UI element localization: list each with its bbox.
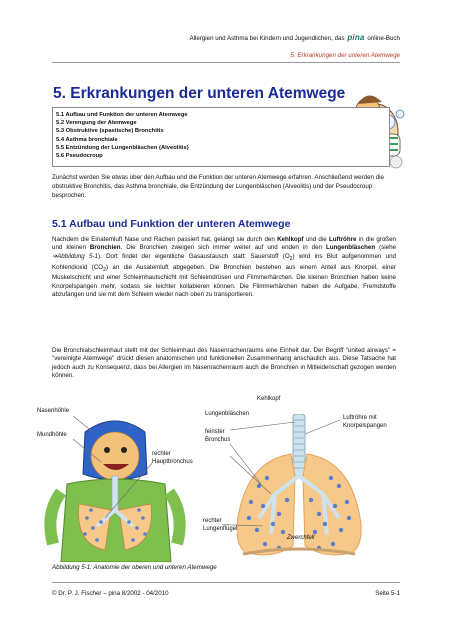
toc-item[interactable]: 5.4 Asthma bronchiale [56, 136, 118, 143]
book-title-prefix: Allergien und Asthma bei Kindern und Jugendlichen, das [189, 35, 345, 42]
toc-item[interactable]: 5.3 Obstruktive (spastische) Bronchitis [56, 128, 164, 135]
page-number: Seite 5-1 [375, 590, 400, 597]
term-bronchien: Bronchien [89, 244, 121, 252]
label-zwerchfell: Zwerchfell [287, 535, 315, 541]
footer-divider [52, 582, 400, 583]
chapter-contents-box [52, 107, 390, 167]
label-feinster: feinster [205, 429, 225, 435]
label-bronchus: Bronchus [205, 437, 231, 443]
section-heading: 5.1 Aufbau und Funktion der unteren Atemwege [52, 218, 291, 230]
chapter-title: 5. Erkrankungen der unteren Atemwege [53, 85, 346, 102]
toc-item[interactable]: 5.1 Aufbau und Funktion der unteren Atemwege [56, 112, 188, 118]
intro-paragraph: Zunächst werden Sie etwas über den Aufbau und die Funktion der unteren Atemwege erfahren. Anschließend werden die obstruktive Bronchitis, das Asthma bronchiale, die Entzündung der Lungenbläschen (Alveolitis) und der Pseudocroup besprochen. [52, 174, 384, 199]
figure-reference-link[interactable]: ➔Abbildung 5-1 [52, 252, 98, 260]
lungs-diagram [237, 414, 361, 555]
term-luftroehre: Luftröhre [328, 236, 357, 243]
header-divider [52, 62, 400, 63]
label-kehlkopf: Kehlkopf [257, 396, 281, 402]
copyright-footer: © Dr. P. J. Fischer – pina 8/2002 - 04/2010 [52, 590, 169, 597]
pina-logo: pina [347, 33, 365, 42]
anatomy-figure [35, 396, 405, 562]
label-luftroehre: Luftröhre mit [343, 415, 377, 421]
toc-item[interactable]: 5.6 Pseudocroup [56, 153, 103, 160]
body-paragraph: Nachdem die Einatemluft Nase und Rachen passiert hat, gelangt sie durch den Kehlkopf und die Luftröhre in die großen und kleinen Bronchien. Die Bronchien zweigen sich immer weiter auf und enden in den Lungenbläschen (siehe ➔Abbildung 5-1). Dort findet der eigentliche Gasaustausch statt: Sauerstoff $(O_2)$ wird ins Blut aufgenommen und Kohlendioxid $(CO_2)$ an die Ausatemluft abgegeben. Die Bronchien bestehen aus einem Anteil aus Knorpel, einer Muskelschicht und einer Schleimhautschicht mit Schleimdrüsen und Flimmerhärchen. Die kleinen Bronchien haben keine Knorpelspangen mehr, sodass sie leichter kollabieren können. Die Flimmerhärchen haben die Aufgabe, Fremdstoffe abzufangen und sie mit dem Schleim wieder nach oben zu transportieren. [52, 236, 397, 299]
label-hauptbronchus: Hauptbronchus [152, 459, 193, 465]
term-lungenblaeschen: Lungenbläschen [325, 244, 376, 252]
label-rechter-hauptbronchus-1: rechter [152, 451, 171, 457]
toc-item[interactable]: 5.2 Verengung der Atemwege [56, 120, 137, 127]
chapter-running-head: 5. Erkrankungen der unteren Atemwege [290, 52, 400, 59]
contents-list [53, 108, 389, 160]
toc-item[interactable]: 5.5 Entzündung der Lungenbläschen (Alveolitis) [56, 144, 189, 151]
label-lungenfluegel: Lungenflügel [203, 526, 238, 532]
label-nasenhoehle: Nasenhöhle [37, 408, 70, 414]
book-header [189, 33, 400, 42]
label-mundhoehle: Mundhöhle [37, 432, 67, 438]
label-lungenblaeschen: Lungenbläschen [205, 411, 250, 417]
body-paragraph: Die Bronchialschleimhaut stellt mit der Schleimhaut des Nasenrachenraums eine Einheit dar. Der Begriff "united airways" = "vereinigte Atemwege" drückt diesen anatomischen und funktionellen Zusammenhang anschaulich aus. Diese Tatsache hat jedoch auch zu Konsequenz, dass bei Allergien im Nasenrachenraum auch die Bronchien in Mitleidenschaft gezogen werden können. [52, 347, 396, 380]
figure-caption: Abbildung 5-1: Anatomie der oberen und unteren Atemwege [52, 564, 217, 571]
label-rechter-lungenfluegel-1: rechter [203, 518, 222, 524]
child-figure [50, 421, 179, 562]
term-kehlkopf: Kehlkopf [277, 236, 304, 243]
label-knorpelspangen: Knorpelspangen [343, 423, 387, 429]
book-title-suffix: online-Buch [367, 35, 400, 42]
